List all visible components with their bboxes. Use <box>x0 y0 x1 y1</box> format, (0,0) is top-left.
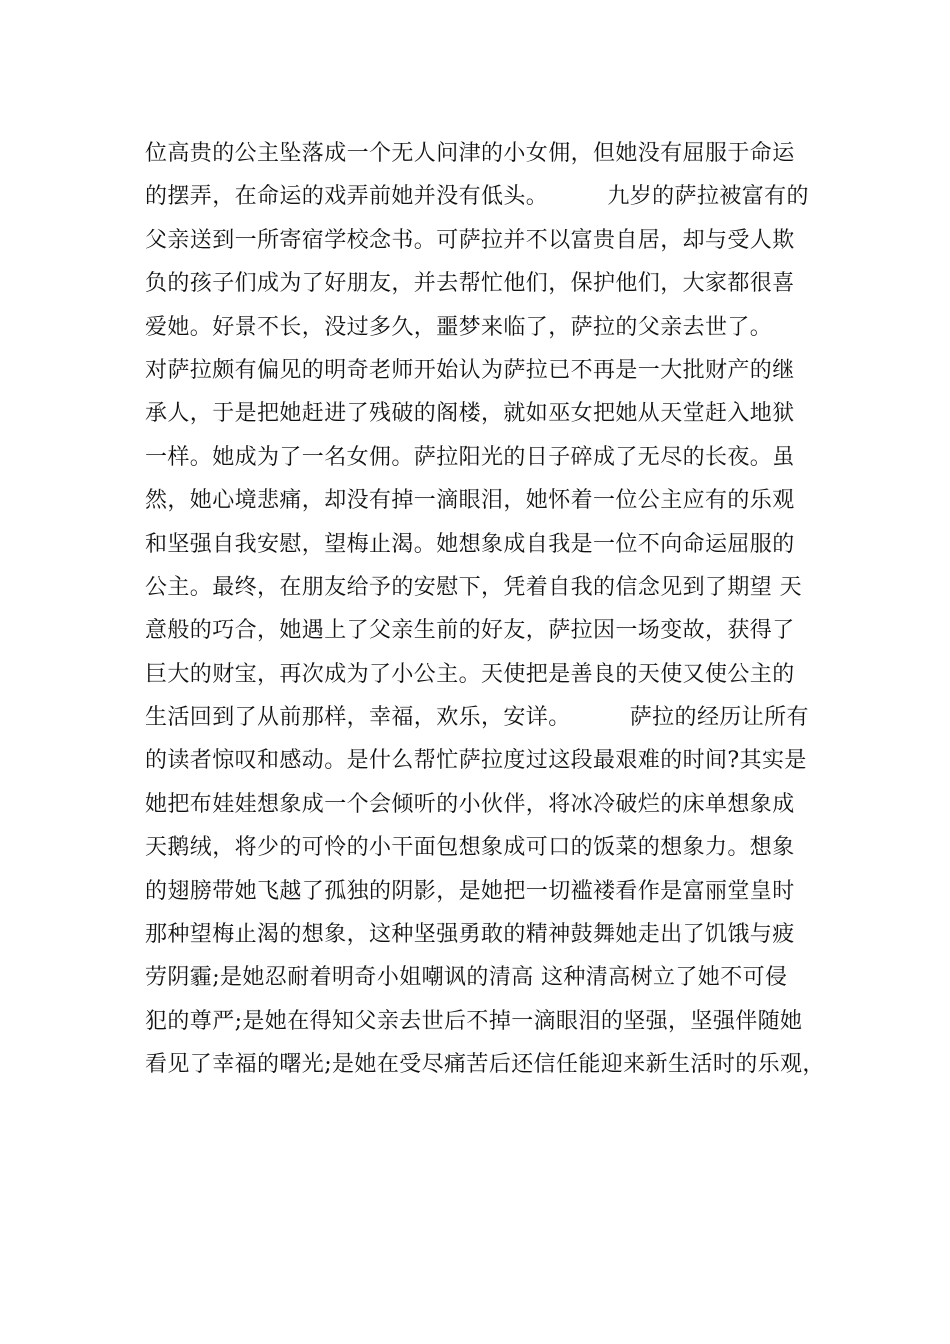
text-line: 父亲送到一所寄宿学校念书。可萨拉并不以富贵自居，却与受人欺 <box>145 227 795 253</box>
text-line: 对萨拉颇有偏见的明奇老师开始认为萨拉已不再是一大批财产的继 <box>145 357 795 383</box>
text-line: 意般的巧合，她遇上了父亲生前的好友，萨拉因一场变故，获得了 <box>145 618 795 644</box>
text-line: 看见了幸福的曙光;是她在受尽痛苦后还信任能迎来新生活时的乐观， <box>145 1052 825 1078</box>
text-line: 劳阴霾;是她忍耐着明奇小姐嘲讽的清高 这种清高树立了她不可侵 <box>145 965 788 991</box>
text-line: 的摆弄，在命运的戏弄前她并没有低头。 九岁的萨拉被富有的 <box>145 184 809 210</box>
text-line: 犯的尊严;是她在得知父亲去世后不掉一滴眼泪的坚强，坚强伴随她 <box>145 1008 803 1034</box>
text-line: 她把布娃娃想象成一个会倾听的小伙伴，将冰冷破烂的床单想象成 <box>145 791 795 817</box>
text-line: 公主。最终，在朋友给予的安慰下，凭着自我的信念见到了期望 天 <box>145 574 802 600</box>
text-line: 负的孩子们成为了好朋友，并去帮忙他们，保护他们，大家都很喜 <box>145 271 795 297</box>
text-line: 爱她。好景不长，没过多久，噩梦来临了，萨拉的父亲去世了。 <box>145 314 773 340</box>
text-line: 的读者惊叹和感动。是什么帮忙萨拉度过这段最艰难的时间?其实是 <box>145 748 807 774</box>
body-text <box>145 132 835 1087</box>
text-line: 天鹅绒，将少的可怜的小干面包想象成可口的饭菜的想象力。想象 <box>145 835 795 861</box>
text-line: 然，她心境悲痛，却没有掉一滴眼泪，她怀着一位公主应有的乐观 <box>145 488 795 514</box>
text-line: 和坚强自我安慰，望梅止渴。她想象成自我是一位不向命运屈服的 <box>145 531 795 557</box>
text-line: 生活回到了从前那样，幸福，欢乐，安详。 萨拉的经历让所有 <box>145 705 809 731</box>
text-line: 的翅膀带她飞越了孤独的阴影，是她把一切褴褛看作是富丽堂皇时 <box>145 878 795 904</box>
text-line: 那种望梅止渴的想象，这种坚强勇敢的精神鼓舞她走出了饥饿与疲 <box>145 922 795 948</box>
text-line: 巨大的财宝，再次成为了小公主。天使把是善良的天使又使公主的 <box>145 661 795 687</box>
text-line: 位高贵的公主坠落成一个无人问津的小女佣，但她没有屈服于命运 <box>145 141 795 166</box>
text-line: 承人，于是把她赶进了残破的阁楼，就如巫女把她从天堂赶入地狱 <box>145 401 795 427</box>
text-line: 一样。她成为了一名女佣。萨拉阳光的日子碎成了无尽的长夜。虽 <box>145 444 795 470</box>
